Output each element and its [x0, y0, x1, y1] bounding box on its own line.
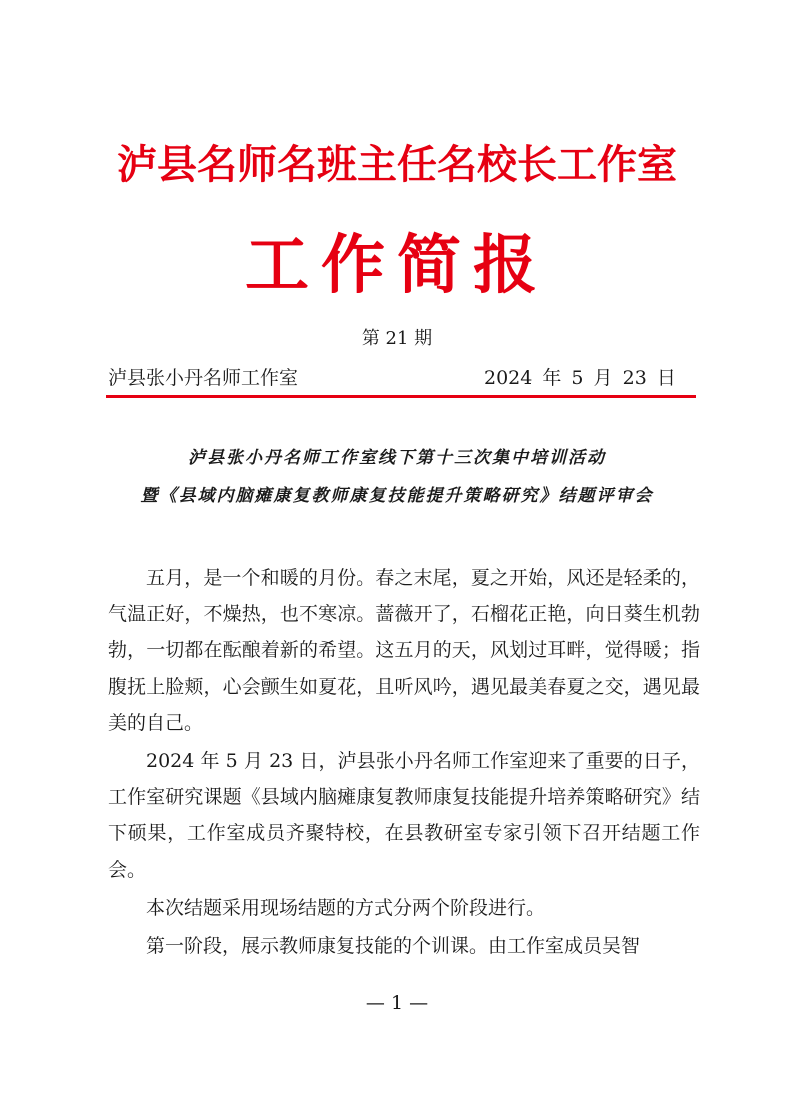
article-body	[108, 560, 700, 966]
article-headline-line-1: 泸县张小丹名师工作室线下第十三次集中培训活动	[188, 448, 606, 468]
body-paragraph: 本次结题采用现场结题的方式分两个阶段进行。	[146, 896, 546, 919]
masthead-divider	[106, 395, 696, 398]
masthead-title: 工作简报	[245, 228, 549, 303]
masthead-organization: 泸县名师名班主任名校长工作室	[117, 141, 677, 188]
publication-date: 2024 年 5 月 23 日	[484, 367, 676, 389]
publication-meta	[108, 364, 696, 394]
studio-name: 泸县张小丹名师工作室	[108, 367, 299, 389]
body-paragraph: 第一阶段，展示教师康复技能的个训课。由工作室成员吴智	[146, 935, 641, 958]
issue-number: 第 21 期	[361, 328, 433, 349]
page-number: — 1 —	[365, 992, 429, 1014]
body-paragraph: 五月，是一个和暖的月份。春之末尾，夏之开始，风还是轻柔的，气温正好，不燥热，也不寒凉。蔷薇开了，石榴花正艳，向日葵生机勃勃，一切都在酝酿着新的希望。这五月的天，风划过耳畔，觉得暖；指腹抚上脸颊，心会颤生如夏花，且听风吟，遇见最美春夏之交，遇见最美的自己。	[108, 567, 700, 734]
article-headline-line-2: 暨《县域内脑瘫康复教师康复技能提升策略研究》结题评审会	[140, 486, 654, 506]
body-paragraph: 2024 年 5 月 23 日，泸县张小丹名师工作室迎来了重要的日子，工作室研究课题《县域内脑瘫康复教师康复技能提升培养策略研究》结下硕果，工作室成员齐聚特校，在县教研室专家引领下召开结题工作会。	[108, 750, 700, 881]
